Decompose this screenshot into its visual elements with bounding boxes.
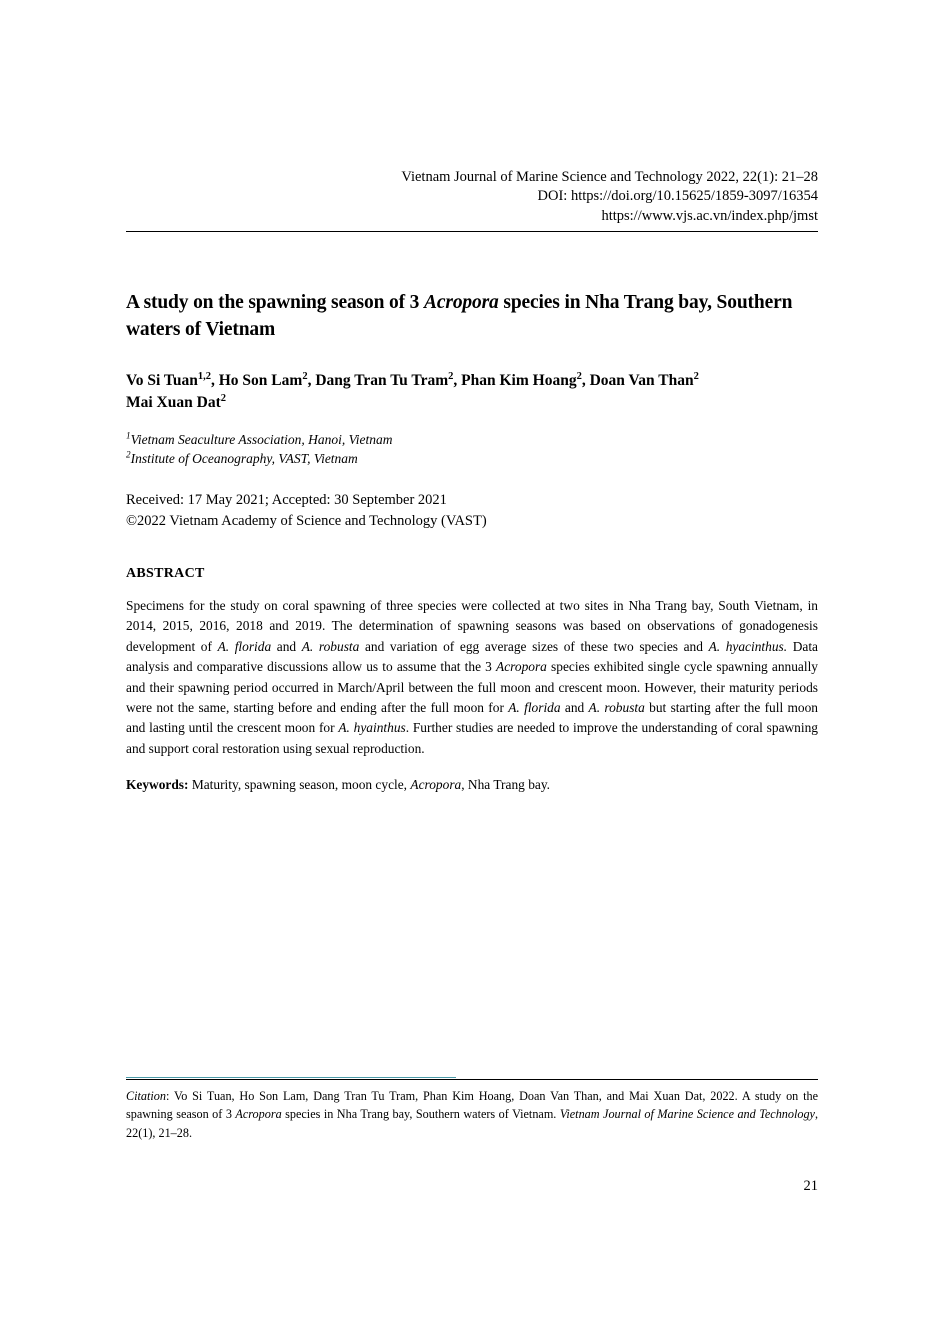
- abstract-text-8: . Further studies are needed to improve the understanding of coral spawning and support coral restoration using sexual reproduction.: [126, 720, 818, 756]
- species-a-hyainthus: A. hyainthus: [338, 720, 406, 736]
- author-mai-xuan-dat: Mai Xuan Dat: [126, 393, 221, 411]
- keywords-text-2: , Nha Trang bay.: [461, 777, 551, 792]
- copyright-line: ©2022 Vietnam Academy of Science and Technology (VAST): [126, 512, 487, 529]
- citation-body-3: , 22(1), 21–28.: [126, 1107, 819, 1140]
- affiliation-1: [126, 430, 818, 449]
- abstract-text-1: Specimens for the study on coral spawning of three species were collected at two sites in Nha Trang bay, South Vietnam, in 2014, 2015, 2016, 2018 and 2019. The determination of spawning seasons was based on observations of gonadogenesis development of: [126, 598, 818, 654]
- species-a-florida: A. florida: [217, 638, 272, 654]
- author-phan-kim-hoang: , Phan Kim Hoang: [453, 371, 577, 389]
- journal-url-line: https://www.vjs.ac.vn/index.php/jmst: [601, 207, 818, 224]
- citation-label: Citation: [126, 1089, 166, 1103]
- species-a-florida-2: A. florida: [508, 699, 561, 715]
- citation-genus-italic: Acropora: [235, 1107, 282, 1122]
- author-affil-marker: 2: [576, 370, 582, 382]
- citation-journal-italic: Vietnam Journal of Marine Science and Technology: [559, 1107, 815, 1122]
- author-vo-si-tuan: Vo Si Tuan: [126, 371, 198, 389]
- author-affil-marker: 2: [448, 370, 454, 382]
- keywords-text-1: Maturity, spawning season, moon cycle,: [188, 777, 411, 792]
- abstract-body: [126, 596, 818, 759]
- author-ho-son-lam: , Ho Son Lam: [211, 371, 303, 389]
- abstract-text-4: Data analysis and comparative discussions allow us to assume that the 3: [126, 638, 818, 675]
- title-text-1: A study on the spawning season of 3: [126, 291, 425, 313]
- keywords-genus-italic: Acropora: [410, 777, 462, 792]
- header-divider: [126, 231, 818, 232]
- abstract-text-7: but starting after the full moon and lasting until the crescent moon for: [126, 699, 819, 736]
- affiliation-marker-2: 2: [126, 449, 131, 460]
- author-affil-marker: 2: [220, 392, 226, 404]
- received-block: [126, 490, 818, 532]
- journal-doi-line: DOI: https://doi.org/10.15625/1859-3097/16354: [537, 188, 818, 205]
- abstract-heading: ABSTRACT: [126, 566, 205, 581]
- page-number: 21: [803, 1178, 818, 1194]
- author-dang-tran-tu-tram: , Dang Tran Tu Tram: [307, 371, 449, 389]
- species-a-hyacinthus: A. hyacinthus.: [708, 638, 788, 654]
- abstract-text-5: species exhibited single cycle spawning annually and their spawning period occurred in March/April between the full moon and crescent moon. However, their maturity periods were not the same, starting before and ending after the full moon for: [126, 659, 818, 715]
- abstract-text-2: and: [271, 638, 302, 654]
- journal-citation-line: Vietnam Journal of Marine Science and Technology 2022, 22(1): 21–28: [401, 169, 818, 185]
- citation-body-2: species in Nha Trang bay, Southern waters of Vietnam.: [281, 1107, 560, 1122]
- abstract-text-3: and variation of egg average sizes of these two species and: [359, 638, 709, 654]
- species-a-robusta: A. robusta: [301, 638, 360, 654]
- affiliation-marker-1: 1: [126, 430, 131, 441]
- title-text-2: species in Nha Trang bay, Southern waters of Vietnam: [126, 291, 793, 340]
- page-title: [126, 290, 818, 344]
- keywords-line: [126, 775, 818, 795]
- page-content: [126, 0, 818, 795]
- affiliation-list: [126, 430, 818, 468]
- author-doan-van-than: , Doan Van Than: [581, 371, 694, 389]
- keywords-label: Keywords:: [126, 777, 189, 792]
- species-a-robusta-2: A. robusta: [588, 699, 645, 715]
- citation-accent-rule: [126, 1077, 456, 1078]
- citation-body-1: : Vo Si Tuan, Ho Son Lam, Dang Tran Tu Tram, Phan Kim Hoang, Doan Van Than, and Mai Xuan Dat, 2022. A study on the spawning season of 3: [126, 1089, 818, 1122]
- citation-divider: [126, 1079, 818, 1080]
- author-affil-marker: 1,2: [197, 370, 211, 382]
- affiliation-2: [126, 449, 818, 468]
- citation-text: [126, 1087, 818, 1142]
- journal-header: [126, 168, 818, 226]
- abstract-text-6: and: [560, 699, 589, 715]
- author-affil-marker: 2: [693, 370, 699, 382]
- author-affil-marker: 2: [302, 370, 308, 382]
- citation-footer: [126, 1077, 818, 1142]
- received-accepted-dates: Received: 17 May 2021; Accepted: 30 September 2021: [126, 491, 447, 508]
- genus-acropora: Acropora: [496, 659, 547, 675]
- affiliation-1-text: Vietnam Seaculture Association, Hanoi, Vietnam: [130, 431, 393, 447]
- author-list: [126, 370, 818, 414]
- affiliation-2-text: Institute of Oceanography, VAST, Vietnam: [130, 450, 358, 466]
- title-genus-italic: Acropora: [424, 291, 499, 313]
